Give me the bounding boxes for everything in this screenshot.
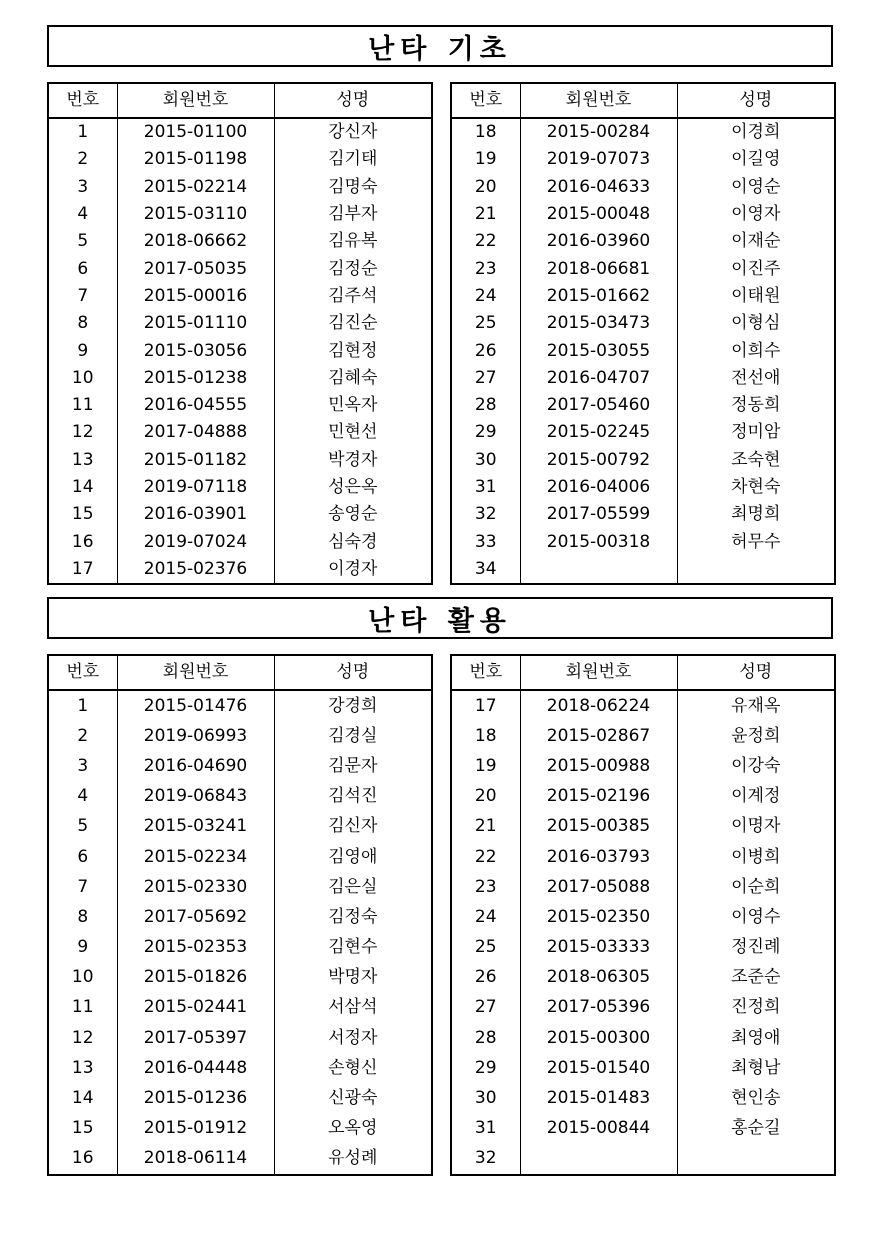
member-name: 이경자 (274, 556, 432, 584)
table-row (48, 1083, 432, 1113)
column-header-no: 번호 (451, 655, 520, 690)
table-row (48, 690, 432, 721)
table-row (451, 392, 835, 419)
row-number: 10 (48, 963, 117, 993)
member-name: 최영애 (677, 1023, 835, 1053)
section-title-basic: 난타 기초 (47, 25, 833, 67)
row-number: 15 (48, 1114, 117, 1144)
table-row (48, 1114, 432, 1144)
table-row (451, 1023, 835, 1053)
member-id: 2017-05460 (520, 392, 677, 419)
column-header-member-id: 회원번호 (520, 83, 677, 118)
table-row (451, 528, 835, 555)
member-name: 김현수 (274, 933, 432, 963)
member-id: 2018-06114 (117, 1144, 274, 1175)
member-id: 2016-04006 (520, 474, 677, 501)
member-name: 김부자 (274, 201, 432, 228)
member-id: 2016-04690 (117, 751, 274, 781)
member-id: 2016-04555 (117, 392, 274, 419)
member-id: 2016-04633 (520, 174, 677, 201)
member-name: 유재옥 (677, 690, 835, 721)
member-id: 2015-01826 (117, 963, 274, 993)
row-number: 26 (451, 337, 520, 364)
table-row (48, 812, 432, 842)
table-row (451, 556, 835, 584)
table-row (451, 721, 835, 751)
table-row (48, 255, 432, 282)
member-id: 2015-01912 (117, 1114, 274, 1144)
table-row (48, 310, 432, 337)
member-name: 강경희 (274, 690, 432, 721)
row-number: 27 (451, 993, 520, 1023)
row-number: 17 (451, 690, 520, 721)
member-name: 김신자 (274, 812, 432, 842)
member-id: 2015-01483 (520, 1083, 677, 1113)
row-number: 28 (451, 1023, 520, 1053)
row-number: 8 (48, 310, 117, 337)
row-number: 3 (48, 751, 117, 781)
row-number: 25 (451, 310, 520, 337)
member-id: 2015-02214 (117, 174, 274, 201)
table-row (451, 1144, 835, 1175)
table-row (48, 228, 432, 255)
member-name: 이병희 (677, 842, 835, 872)
row-number: 18 (451, 118, 520, 146)
row-number: 7 (48, 283, 117, 310)
member-id: 2017-05035 (117, 255, 274, 282)
table-row (48, 201, 432, 228)
table-row (48, 365, 432, 392)
member-id: 2017-05397 (117, 1023, 274, 1053)
member-name: 박경자 (274, 447, 432, 474)
column-header-no: 번호 (48, 655, 117, 690)
row-number: 14 (48, 1083, 117, 1113)
member-name: 이길영 (677, 146, 835, 173)
table-row (48, 174, 432, 201)
row-number: 4 (48, 201, 117, 228)
column-header-name: 성명 (274, 83, 432, 118)
member-name: 이형심 (677, 310, 835, 337)
member-id: 2015-01198 (117, 146, 274, 173)
row-number: 23 (451, 872, 520, 902)
row-number: 31 (451, 1114, 520, 1144)
row-number: 16 (48, 528, 117, 555)
row-number: 1 (48, 690, 117, 721)
row-number: 19 (451, 751, 520, 781)
row-number: 14 (48, 474, 117, 501)
member-name: 오옥영 (274, 1114, 432, 1144)
table-row (451, 933, 835, 963)
member-name: 김진순 (274, 310, 432, 337)
table-row (451, 174, 835, 201)
table-row (48, 902, 432, 932)
roster-table-basic-right (450, 82, 836, 585)
member-id: 2015-02196 (520, 782, 677, 812)
row-number: 33 (451, 528, 520, 555)
row-number: 29 (451, 1053, 520, 1083)
member-name: 강신자 (274, 118, 432, 146)
member-name: 이진주 (677, 255, 835, 282)
table-row (48, 1053, 432, 1083)
member-name: 김은실 (274, 872, 432, 902)
row-number: 6 (48, 255, 117, 282)
table-row (451, 993, 835, 1023)
member-name: 김기태 (274, 146, 432, 173)
member-name: 이순희 (677, 872, 835, 902)
member-id: 2015-00284 (520, 118, 677, 146)
table-row (48, 1023, 432, 1053)
member-id: 2017-05396 (520, 993, 677, 1023)
row-number: 5 (48, 228, 117, 255)
table-row (48, 993, 432, 1023)
column-header-name: 성명 (677, 83, 835, 118)
member-id: 2015-00988 (520, 751, 677, 781)
member-id: 2015-03241 (117, 812, 274, 842)
member-id: 2015-01236 (117, 1083, 274, 1113)
row-number: 4 (48, 782, 117, 812)
table-row (451, 1114, 835, 1144)
row-number: 34 (451, 556, 520, 584)
row-number: 11 (48, 392, 117, 419)
row-number: 9 (48, 337, 117, 364)
member-id: 2015-01476 (117, 690, 274, 721)
table-row (451, 365, 835, 392)
member-name: 현인송 (677, 1083, 835, 1113)
member-id: 2015-00048 (520, 201, 677, 228)
table-row (48, 556, 432, 584)
member-name: 김석진 (274, 782, 432, 812)
member-name: 정미암 (677, 419, 835, 446)
table-row (451, 228, 835, 255)
table-row (48, 392, 432, 419)
member-name: 민옥자 (274, 392, 432, 419)
member-name: 김유복 (274, 228, 432, 255)
table-row (48, 419, 432, 446)
member-name: 이영수 (677, 902, 835, 932)
member-name: 이영자 (677, 201, 835, 228)
row-number: 28 (451, 392, 520, 419)
table-row (451, 782, 835, 812)
member-name: 최형남 (677, 1053, 835, 1083)
table-row (451, 255, 835, 282)
member-name: 김혜숙 (274, 365, 432, 392)
member-name: 조준순 (677, 963, 835, 993)
table-row (451, 419, 835, 446)
member-id (520, 556, 677, 584)
member-id: 2016-03901 (117, 501, 274, 528)
member-id: 2015-02350 (520, 902, 677, 932)
row-number: 24 (451, 283, 520, 310)
member-id (520, 1144, 677, 1175)
table-row (48, 782, 432, 812)
row-number: 30 (451, 1083, 520, 1113)
table-row (48, 474, 432, 501)
column-header-name: 성명 (274, 655, 432, 690)
member-name: 김정순 (274, 255, 432, 282)
member-id: 2017-05692 (117, 902, 274, 932)
table-row (451, 872, 835, 902)
member-name: 성은옥 (274, 474, 432, 501)
member-name: 진정희 (677, 993, 835, 1023)
member-id: 2015-00300 (520, 1023, 677, 1053)
row-number: 15 (48, 501, 117, 528)
member-id: 2015-02234 (117, 842, 274, 872)
member-id: 2015-00318 (520, 528, 677, 555)
member-name: 전선애 (677, 365, 835, 392)
member-name (677, 1144, 835, 1175)
row-number: 13 (48, 1053, 117, 1083)
roster-table-applied-right (450, 654, 836, 1176)
table-row (48, 1144, 432, 1175)
member-name: 최명희 (677, 501, 835, 528)
member-id: 2018-06305 (520, 963, 677, 993)
member-id: 2015-02376 (117, 556, 274, 584)
table-row (48, 721, 432, 751)
row-number: 13 (48, 447, 117, 474)
member-name: 윤정희 (677, 721, 835, 751)
member-id: 2015-02441 (117, 993, 274, 1023)
column-header-member-id: 회원번호 (117, 83, 274, 118)
member-id: 2019-06993 (117, 721, 274, 751)
member-name: 차현숙 (677, 474, 835, 501)
member-name: 서삼석 (274, 993, 432, 1023)
row-number: 2 (48, 721, 117, 751)
table-row (451, 963, 835, 993)
table-row (451, 751, 835, 781)
member-id: 2015-00385 (520, 812, 677, 842)
table-row (48, 501, 432, 528)
table-row (451, 812, 835, 842)
member-name: 이태원 (677, 283, 835, 310)
member-name: 허무수 (677, 528, 835, 555)
member-id: 2015-02245 (520, 419, 677, 446)
member-id: 2017-05088 (520, 872, 677, 902)
member-name: 조숙현 (677, 447, 835, 474)
row-number: 29 (451, 419, 520, 446)
table-row (451, 690, 835, 721)
row-number: 25 (451, 933, 520, 963)
member-name: 김영애 (274, 842, 432, 872)
member-id: 2015-01662 (520, 283, 677, 310)
table-row (451, 1053, 835, 1083)
member-name: 손형신 (274, 1053, 432, 1083)
row-number: 19 (451, 146, 520, 173)
table-row (48, 751, 432, 781)
table-row (451, 474, 835, 501)
member-id: 2015-03056 (117, 337, 274, 364)
member-id: 2016-03793 (520, 842, 677, 872)
member-name: 민현선 (274, 419, 432, 446)
section-title-applied: 난타 활용 (47, 597, 833, 639)
member-name: 신광숙 (274, 1083, 432, 1113)
row-number: 3 (48, 174, 117, 201)
row-number: 1 (48, 118, 117, 146)
table-row (48, 447, 432, 474)
table-row (451, 1083, 835, 1113)
row-number: 22 (451, 228, 520, 255)
row-number: 23 (451, 255, 520, 282)
row-number: 30 (451, 447, 520, 474)
member-name: 유성례 (274, 1144, 432, 1175)
member-id: 2015-00016 (117, 283, 274, 310)
row-number: 10 (48, 365, 117, 392)
member-id: 2019-06843 (117, 782, 274, 812)
table-row (48, 528, 432, 555)
member-name: 김주석 (274, 283, 432, 310)
row-number: 31 (451, 474, 520, 501)
table-row (451, 337, 835, 364)
row-number: 26 (451, 963, 520, 993)
column-header-name: 성명 (677, 655, 835, 690)
table-row (48, 118, 432, 146)
member-name: 김현정 (274, 337, 432, 364)
member-name (677, 556, 835, 584)
table-row (451, 310, 835, 337)
row-number: 7 (48, 872, 117, 902)
member-name: 서정자 (274, 1023, 432, 1053)
member-name: 이강숙 (677, 751, 835, 781)
table-row (451, 146, 835, 173)
member-name: 이계정 (677, 782, 835, 812)
table-row (48, 283, 432, 310)
row-number: 11 (48, 993, 117, 1023)
member-id: 2015-03055 (520, 337, 677, 364)
row-number: 24 (451, 902, 520, 932)
table-row (48, 933, 432, 963)
row-number: 9 (48, 933, 117, 963)
member-name: 이희수 (677, 337, 835, 364)
row-number: 12 (48, 419, 117, 446)
table-row (451, 902, 835, 932)
member-id: 2019-07073 (520, 146, 677, 173)
column-header-no: 번호 (48, 83, 117, 118)
member-name: 김정숙 (274, 902, 432, 932)
row-number: 16 (48, 1144, 117, 1175)
row-number: 2 (48, 146, 117, 173)
row-number: 12 (48, 1023, 117, 1053)
member-id: 2016-04707 (520, 365, 677, 392)
member-name: 이명자 (677, 812, 835, 842)
member-name: 김경실 (274, 721, 432, 751)
row-number: 32 (451, 1144, 520, 1175)
member-id: 2015-00792 (520, 447, 677, 474)
member-id: 2015-01540 (520, 1053, 677, 1083)
member-id: 2015-01110 (117, 310, 274, 337)
member-name: 송영순 (274, 501, 432, 528)
row-number: 5 (48, 812, 117, 842)
table-row (48, 337, 432, 364)
roster-table-applied-left (47, 654, 433, 1176)
column-header-no: 번호 (451, 83, 520, 118)
row-number: 18 (451, 721, 520, 751)
member-id: 2015-03333 (520, 933, 677, 963)
member-id: 2019-07118 (117, 474, 274, 501)
member-id: 2016-03960 (520, 228, 677, 255)
table-row (48, 842, 432, 872)
table-row (451, 283, 835, 310)
member-id: 2019-07024 (117, 528, 274, 555)
table-row (451, 201, 835, 228)
member-id: 2018-06662 (117, 228, 274, 255)
table-row (451, 501, 835, 528)
member-name: 이재순 (677, 228, 835, 255)
member-id: 2015-02353 (117, 933, 274, 963)
member-id: 2018-06224 (520, 690, 677, 721)
member-id: 2015-01100 (117, 118, 274, 146)
row-number: 20 (451, 174, 520, 201)
table-row (48, 146, 432, 173)
row-number: 6 (48, 842, 117, 872)
member-name: 심숙경 (274, 528, 432, 555)
table-row (48, 963, 432, 993)
member-name: 정진례 (677, 933, 835, 963)
member-id: 2015-01238 (117, 365, 274, 392)
column-header-member-id: 회원번호 (117, 655, 274, 690)
member-id: 2015-02867 (520, 721, 677, 751)
member-name: 김명숙 (274, 174, 432, 201)
member-id: 2018-06681 (520, 255, 677, 282)
table-row (451, 447, 835, 474)
member-name: 박명자 (274, 963, 432, 993)
member-name: 김문자 (274, 751, 432, 781)
member-name: 이영순 (677, 174, 835, 201)
row-number: 27 (451, 365, 520, 392)
row-number: 21 (451, 201, 520, 228)
member-name: 홍순길 (677, 1114, 835, 1144)
roster-table-basic-left (47, 82, 433, 585)
member-id: 2017-05599 (520, 501, 677, 528)
member-id: 2015-00844 (520, 1114, 677, 1144)
row-number: 21 (451, 812, 520, 842)
member-id: 2015-03110 (117, 201, 274, 228)
member-id: 2015-02330 (117, 872, 274, 902)
member-id: 2016-04448 (117, 1053, 274, 1083)
table-row (451, 842, 835, 872)
member-name: 정동희 (677, 392, 835, 419)
table-row (48, 872, 432, 902)
row-number: 17 (48, 556, 117, 584)
member-name: 이경희 (677, 118, 835, 146)
row-number: 20 (451, 782, 520, 812)
row-number: 8 (48, 902, 117, 932)
member-id: 2015-01182 (117, 447, 274, 474)
member-id: 2017-04888 (117, 419, 274, 446)
row-number: 22 (451, 842, 520, 872)
column-header-member-id: 회원번호 (520, 655, 677, 690)
member-id: 2015-03473 (520, 310, 677, 337)
row-number: 32 (451, 501, 520, 528)
table-row (451, 118, 835, 146)
